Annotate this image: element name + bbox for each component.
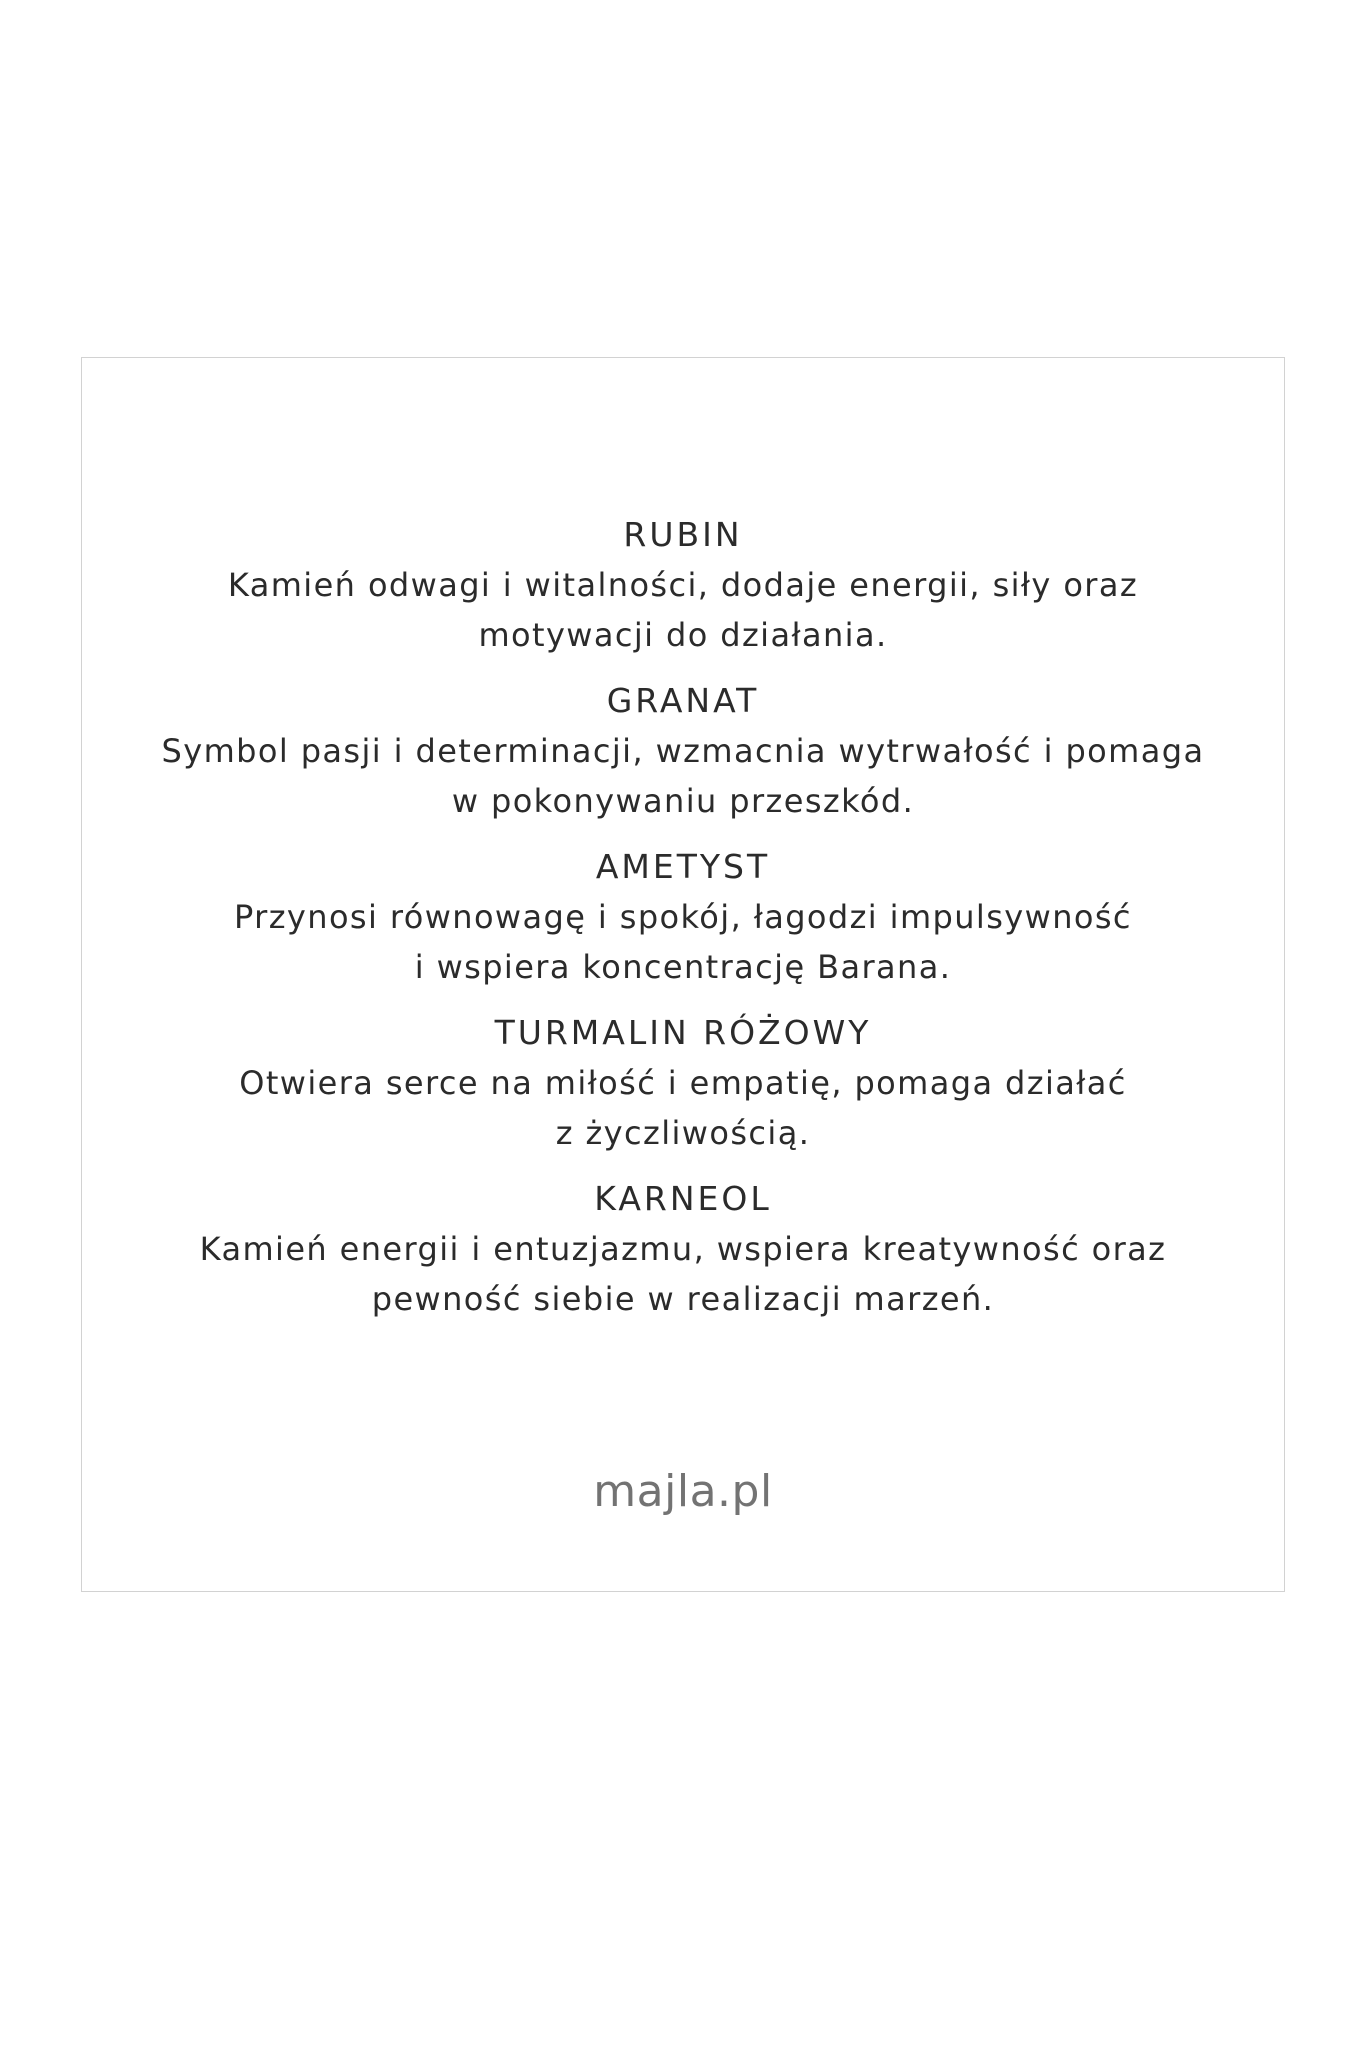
- brand-wordmark: majla.pl: [593, 1466, 773, 1517]
- info-card: [81, 357, 1285, 1592]
- stone-entry-rubin: [82, 510, 1284, 660]
- stone-description: [82, 726, 1284, 826]
- description-line: Symbol pasji i determinacji, wzmacnia wytrwałość i pomaga: [161, 732, 1205, 770]
- stone-entry-ametyst: [82, 842, 1284, 992]
- description-line: Przynosi równowagę i spokój, łagodzi impulsywność: [234, 898, 1132, 936]
- stone-description: [82, 560, 1284, 660]
- description-line: pewność siebie w realizacji marzeń.: [371, 1280, 995, 1318]
- stone-entry-turmalin-rozowy: [82, 1008, 1284, 1158]
- stone-name: KARNEOL: [594, 1179, 772, 1218]
- stone-entry-granat: [82, 676, 1284, 826]
- description-line: w pokonywaniu przeszkód.: [451, 782, 915, 820]
- stone-name: TURMALIN RÓŻOWY: [494, 1013, 872, 1052]
- stone-description: [82, 1058, 1284, 1158]
- stone-description: [82, 1224, 1284, 1324]
- stone-list: [82, 510, 1284, 1340]
- description-line: motywacji do działania.: [478, 616, 888, 654]
- stone-entry-karneol: [82, 1174, 1284, 1324]
- description-line: Kamień energii i entuzjazmu, wspiera kreatywność oraz: [199, 1230, 1167, 1268]
- stone-description: [82, 892, 1284, 992]
- description-line: z życzliwością.: [555, 1114, 811, 1152]
- description-line: Kamień odwagi i witalności, dodaje energii, siły oraz: [227, 566, 1139, 604]
- stone-name: GRANAT: [606, 681, 760, 720]
- stone-name: AMETYST: [595, 847, 771, 886]
- description-line: Otwiera serce na miłość i empatię, pomaga działać: [239, 1064, 1127, 1102]
- stone-name: RUBIN: [623, 515, 743, 554]
- description-line: i wspiera koncentrację Barana.: [414, 948, 952, 986]
